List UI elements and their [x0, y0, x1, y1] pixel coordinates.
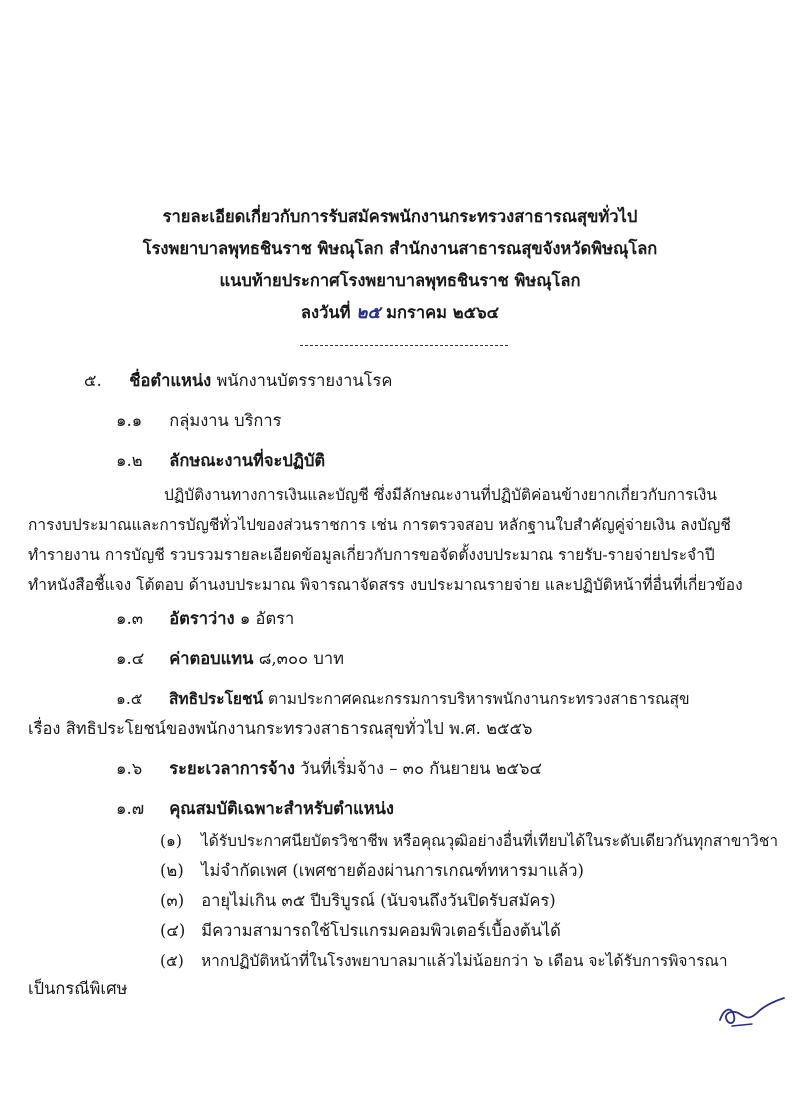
item-1-4-number: ๑.๔ [116, 649, 145, 668]
item-1-3 [116, 608, 294, 630]
item-1-4 [116, 648, 344, 670]
item-1-2-number: ๑.๒ [116, 451, 143, 470]
item-1-3-label: อัตราว่าง [169, 609, 235, 628]
qualification-2-text: ไม่จำกัดเพศ (เพศชายต้องผ่านการเกณฑ์ทหารมาแล้ว) [201, 861, 584, 880]
item-1-7 [116, 798, 394, 820]
item-1-5-label: สิทธิประโยชน์ [168, 689, 264, 708]
item-1-6-label: ระยะเวลาการจ้าง [169, 759, 295, 778]
position-value: พนักงานบัตรรายงานโรค [216, 371, 393, 390]
qualification-3 [160, 890, 556, 912]
item-1-5 [116, 688, 690, 710]
qualification-2 [160, 860, 584, 882]
signature-initials [712, 990, 788, 1032]
date-prefix: ลงวันที่ [300, 303, 351, 322]
qualification-4-text: มีความสามารถใช้โปรแกรมคอมพิวเตอร์เบื้องต้นได้ [201, 921, 561, 940]
qualification-4-number: (๔) [160, 921, 186, 940]
item-1-7-number: ๑.๗ [116, 799, 145, 818]
qualification-1-number: (๑) [160, 832, 182, 850]
item-1-1-number: ๑.๑ [116, 411, 143, 430]
qualification-2-number: (๒) [160, 861, 184, 880]
item-1-1 [116, 410, 282, 432]
qualification-5-text: หากปฏิบัติหน้าที่ในโรงพยาบาลมาแล้วไม่น้อยกว่า ๖ เดือน จะได้รับการพิจารณา [200, 952, 728, 970]
item-1-6-number: ๑.๖ [116, 759, 143, 778]
item-1-2 [116, 450, 325, 472]
item-1-1-label: กลุ่มงาน [169, 411, 229, 430]
qualification-4 [160, 920, 561, 942]
qualification-3-text: อายุไม่เกิน ๓๕ ปีบริบูรณ์ (นับจนถึงวันปิดรับสมัคร) [201, 891, 556, 910]
date-month-year: มกราคม ๒๕๖๔ [386, 303, 500, 322]
item-1-2-label: ลักษณะงานที่จะปฏิบัติ [169, 451, 326, 470]
item-1-3-number: ๑.๓ [116, 609, 143, 628]
item-1-2-para-line-4: ทำหนังสือชี้แจง โต้ตอบ ด้านงบประมาณ พิจารณาจัดสรร งบประมาณรายจ่าย และปฏิบัติหน้าที่อื่นที่เกี่ยวข้อง [28, 576, 743, 594]
item-1-5-value: ตามประกาศคณะกรรมการบริหารพนักงานกระทรวงสาธารณสุข [268, 690, 690, 708]
qualification-3-number: (๓) [160, 891, 185, 910]
doc-title-line-2: โรงพยาบาลพุทธชินราช พิษณุโลก สำนักงานสาธารณสุขจังหวัดพิษณุโลก [142, 239, 658, 258]
qualification-5-number: (๕) [160, 952, 184, 970]
title-divider [300, 345, 508, 346]
item-1-7-label: คุณสมบัติเฉพาะสำหรับตำแหน่ง [169, 799, 394, 818]
position-label: ชื่อตำแหน่ง [129, 371, 212, 390]
item-1-2-para-line-3: ทำรายงาน การบัญชี รวบรวมรายละเอียดข้อมูลเกี่ยวกับการขอจัดตั้งงบประมาณ รายรับ-รายจ่ายประจำปี [28, 546, 715, 564]
position-number: ๕. [84, 371, 102, 390]
qualification-1-text: ได้รับประกาศนียบัตรวิชาชีพ หรือคุณวุฒิอย่างอื่นที่เทียบได้ในระดับเดียวกันทุกสาขาวิชา [200, 832, 779, 850]
qualification-5 [160, 950, 728, 972]
item-1-6-value: วันที่เริ่มจ้าง – ๓๐ กันยายน ๒๕๖๔ [300, 759, 543, 778]
item-1-3-value: ๑ อัตรา [239, 609, 295, 628]
doc-title-line-3: แนบท้ายประกาศโรงพยาบาลพุทธชินราช พิษณุโลก [219, 271, 581, 290]
item-1-4-value: ๘,๓๐๐ บาท [258, 649, 344, 668]
doc-date-line [0, 302, 800, 324]
qualification-1 [160, 830, 778, 852]
qualification-5-continuation: เป็นกรณีพิเศษ [28, 979, 128, 998]
item-1-5-number: ๑.๕ [116, 690, 143, 708]
item-1-2-para-line-2: การงบประมาณและการบัญชีทั่วไปของส่วนราชการ เช่น การตรวจสอบ หลักฐานใบสำคัญคู่จ่ายเงิน ลงบัญชี [28, 516, 731, 534]
item-1-5-continuation: เรื่อง สิทธิประโยชน์ของพนักงานกระทรวงสาธารณสุขทั่วไป พ.ศ. ๒๕๕๖ [28, 719, 533, 738]
item-1-6 [116, 758, 542, 780]
item-1-1-value: บริการ [234, 411, 282, 430]
date-day-handwritten: ๒๕ [356, 303, 381, 323]
item-1-4-label: ค่าตอบแทน [169, 649, 254, 668]
item-1-2-para-line-1: ปฏิบัติงานทางการเงินและบัญชี ซึ่งมีลักษณะงานที่ปฏิบัติค่อนข้างยากเกี่ยวกับการเงิน [164, 486, 717, 504]
position-heading [84, 370, 392, 392]
doc-title-line-1: รายละเอียดเกี่ยวกับการรับสมัครพนักงานกระทรวงสาธารณสุขทั่วไป [162, 207, 638, 226]
